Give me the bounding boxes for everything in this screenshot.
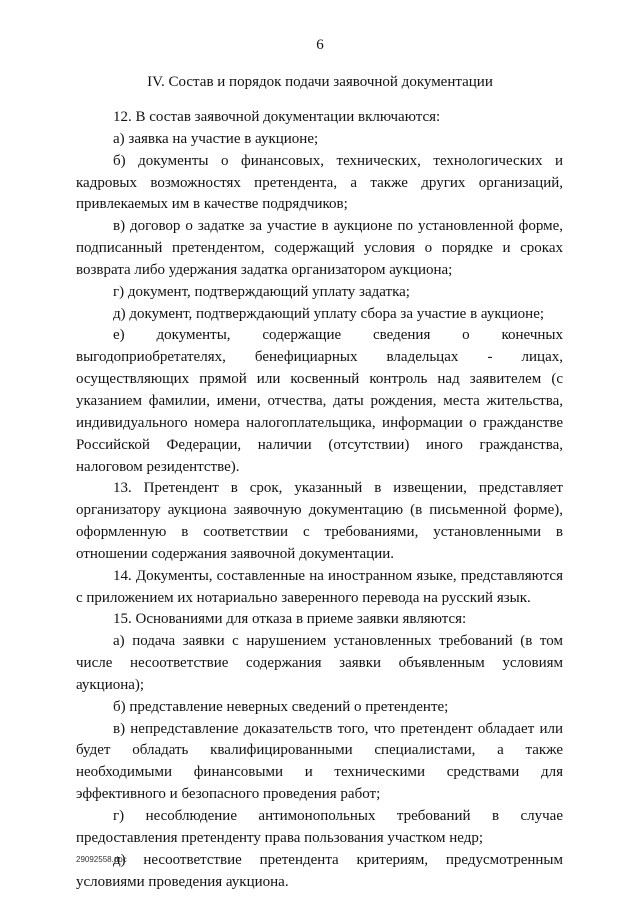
paragraph-15-g: г) несоблюдение антимонопольных требований в случае предоставления претенденту права пользования участком недр; [76, 808, 563, 846]
paragraph-13: 13. Претендент в срок, указанный в извещении, представляет организатору аукциона заявочную документацию (в письменной форме), оформленную в соответствии с требованиями, установленными в отношении содержания заявочной документации. [76, 480, 563, 562]
document-body [76, 107, 563, 893]
section-heading: IV. Состав и порядок подачи заявочной документации [147, 74, 493, 90]
paragraph-12-b: б) документы о финансовых, технических, технологических и кадровых возможностях претендента, а также других организаций, привлекаемых им в качестве подрядчиков; [76, 152, 563, 213]
paragraph-15-v: в) непредставление доказательств того, что претендент обладает или будет обладать квалифицированными специалистами, а также необходимыми финансовыми и техническими средствами для эффективного и безопасного проведения работ; [76, 720, 563, 803]
paragraph-15-b: б) представление неверных сведений о претенденте; [113, 698, 449, 715]
footer-filename: 29092558.doc [76, 855, 127, 864]
paragraph-15-a: а) подача заявки с нарушением установленных требований (в том числе несоответствие содержания заявки объявленным условиям аукциона); [76, 633, 563, 693]
paragraph-12-e: е) документы, содержащие сведения о конечных выгодоприобретателях, бенефициарных владельцах - лицах, осуществляющих прямой или косвенный контроль над заявителем (с указанием фамилии, имени, отчества, даты рождения, места жительства, индивидуального номера налогоплательщика, информации о гражданстве Российской Федерации, наличии (отсутствии) иного гражданства, налоговом резидентстве). [76, 327, 563, 475]
paragraph-12-g: г) документ, подтверждающий уплату задатка; [113, 283, 410, 300]
paragraph-15-d: д) несоответствие претендента критериям, предусмотренным условиями проведения аукциона. [76, 851, 563, 890]
paragraph-12-a: а) заявка на участие в аукционе; [113, 130, 319, 147]
paragraph-14: 14. Документы, составленные на иностранном языке, представляются с приложением их нотариально заверенного перевода на русский язык. [76, 567, 563, 606]
page-number: 6 [316, 37, 324, 53]
paragraph-12-intro: 12. В состав заявочной документации включаются: [113, 109, 441, 125]
paragraph-12-v: в) договор о задатке за участие в аукционе по установленной форме, подписанный претендентом, содержащий условия о порядке и сроках возврата либо удержания задатка организатором аукциона; [76, 218, 563, 278]
paragraph-15-intro: 15. Основаниями для отказа в приеме заявки являются: [113, 611, 467, 628]
paragraph-12-d: д) документ, подтверждающий уплату сбора за участие в аукционе; [113, 305, 545, 322]
